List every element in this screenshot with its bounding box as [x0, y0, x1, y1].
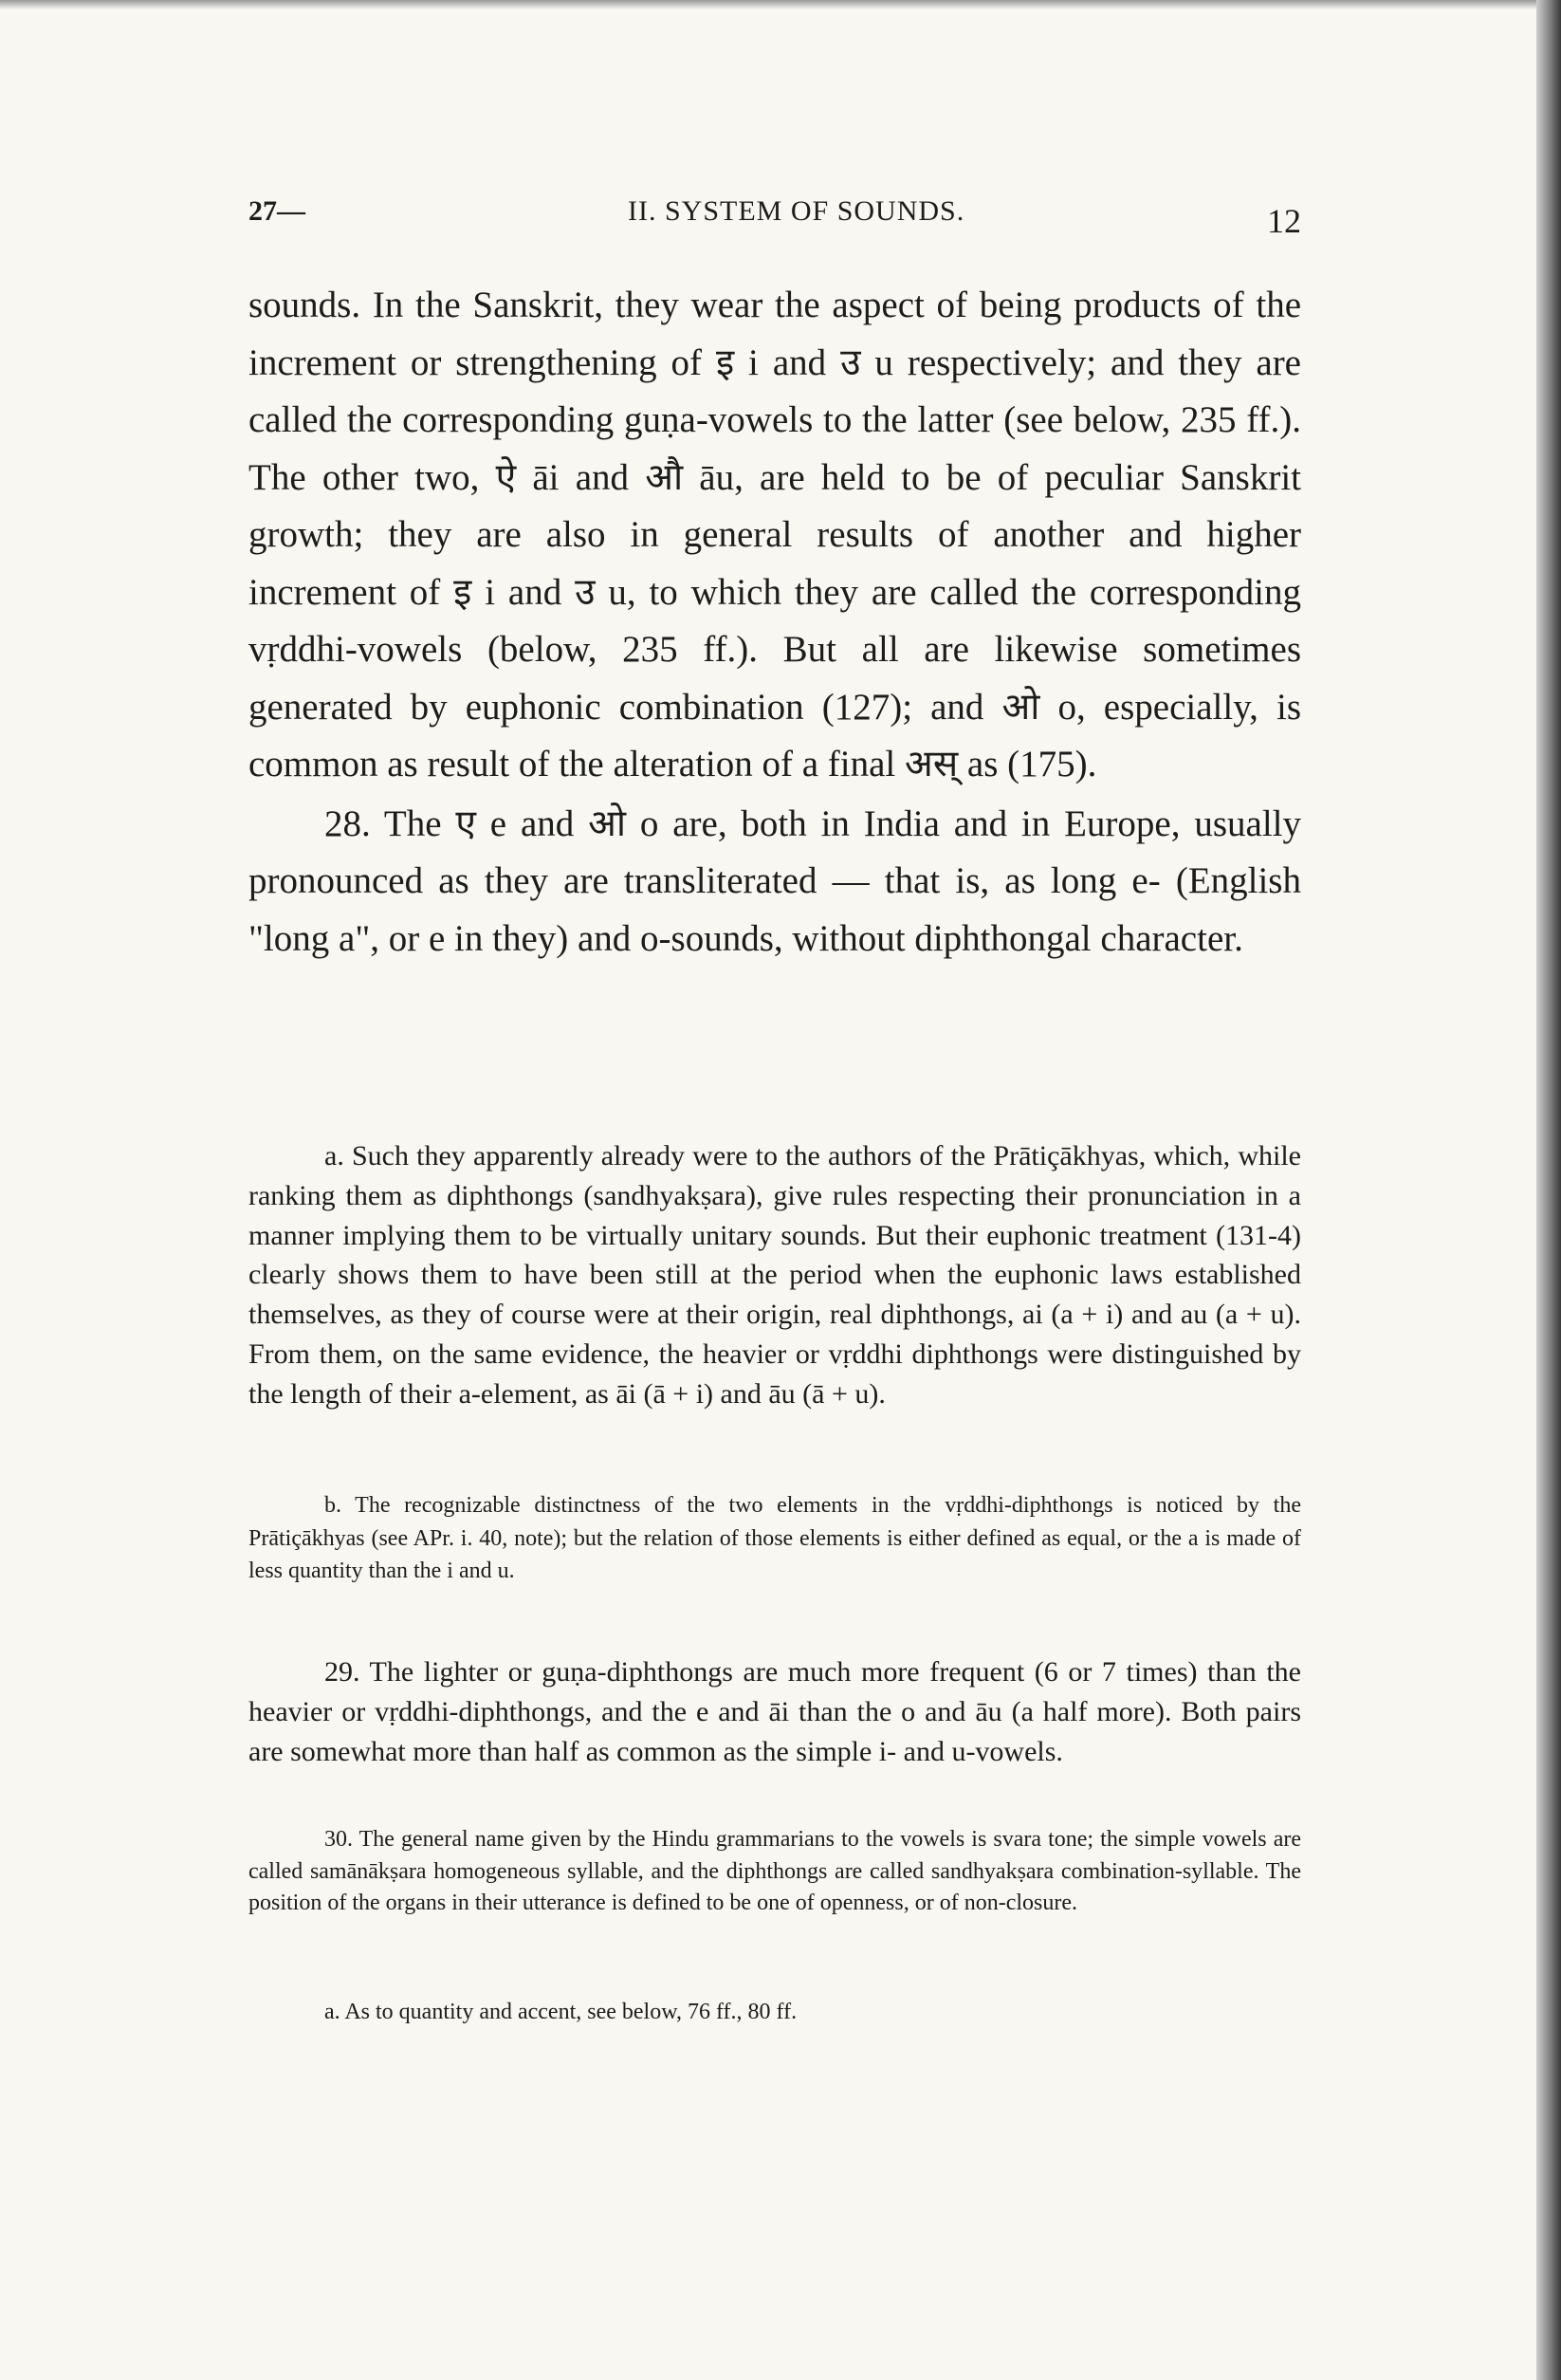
section-29-block — [248, 1652, 1301, 1771]
paragraph-28: 28. The ए e and ओ o are, both in India and in Europe, usually pronounced as they are transliterated — that is, as long e- (English "long a", or e in they) and o-sounds, without diphthongal character. — [248, 803, 1301, 959]
section-reference: 27— — [248, 195, 305, 227]
scan-speck — [1435, 2142, 1441, 2151]
page-binding-edge — [1536, 0, 1561, 2380]
main-text-block — [248, 277, 1301, 968]
running-header — [248, 190, 1311, 240]
page-top-shadow — [0, 0, 1561, 9]
note-30a-block — [248, 1996, 1301, 2028]
section-30-block — [248, 1824, 1301, 1920]
paragraph-28a: a. Such they apparently already were to the authors of the Prātiçākhyas, which, while ranking them as diphthongs (sandhyakṣara), give rules respecting their pronunciation in a manner implying them to be virtually unitary sounds. But their euphonic treatment (131-4) clearly shows them to have been still at the period when the euphonic laws established themselves, as they of course were at their origin, real diphthongs, ai (a + i) and au (a + u). From them, on the same evidence, the heavier or vṛddhi diphthongs were distinguished by the length of their a-element, as āi (ā + i) and āu (ā + u). — [248, 1140, 1301, 1410]
note-28b-block — [248, 1489, 1301, 1588]
paragraph-30a: a. As to quantity and accent, see below, 76 ff., 80 ff. — [324, 2000, 798, 2024]
paragraph-sounds: sounds. In the Sanskrit, they wear the aspect of being products of the increment or strengthening of इ i and उ u respectively; and they are called the corresponding guṇa-vowels to the latter (see below, 235 ff.). The other two, ऐ āi and औ āu, are held to be of peculiar Sanskrit growth; they are also in general results of another and higher increment of इ i and उ u, to which they are called the corresponding vṛddhi-vowels (below, 235 ff.). But all are likewise sometimes generated by euphonic combination (127); and ओ o, especially, is common as result of the alteration of a final अस् as (175). — [248, 285, 1301, 784]
note-28a-block — [248, 1136, 1301, 1414]
paragraph-29: 29. The lighter or guṇa-diphthongs are much more frequent (6 or 7 times) than the heavier or vṛddhi-diphthongs, and the e and āi than the o and āu (a half more). Both pairs are somewhat more than half as common as the simple i- and u-vowels. — [248, 1656, 1301, 1767]
page-number: 12 — [1267, 202, 1301, 240]
chapter-title: II. SYSTEM OF SOUNDS. — [628, 195, 965, 227]
paragraph-30: 30. The general name given by the Hindu grammarians to the vowels is svara tone; the simple vowels are called samānākṣara homogeneous syllable, and the diphthongs are called sandhyakṣara combination-syllable. The position of the organs in their utterance is defined to be one of openness, or of non-closure. — [248, 1827, 1301, 1915]
paragraph-28b: b. The recognizable distinctness of the two elements in the vṛddhi-diphthongs is noticed by the Prātiçākhyas (see APr. i. 40, note); but the relation of those elements is either defined as equal, or the a is made of less quantity than the i and u. — [248, 1493, 1301, 1583]
